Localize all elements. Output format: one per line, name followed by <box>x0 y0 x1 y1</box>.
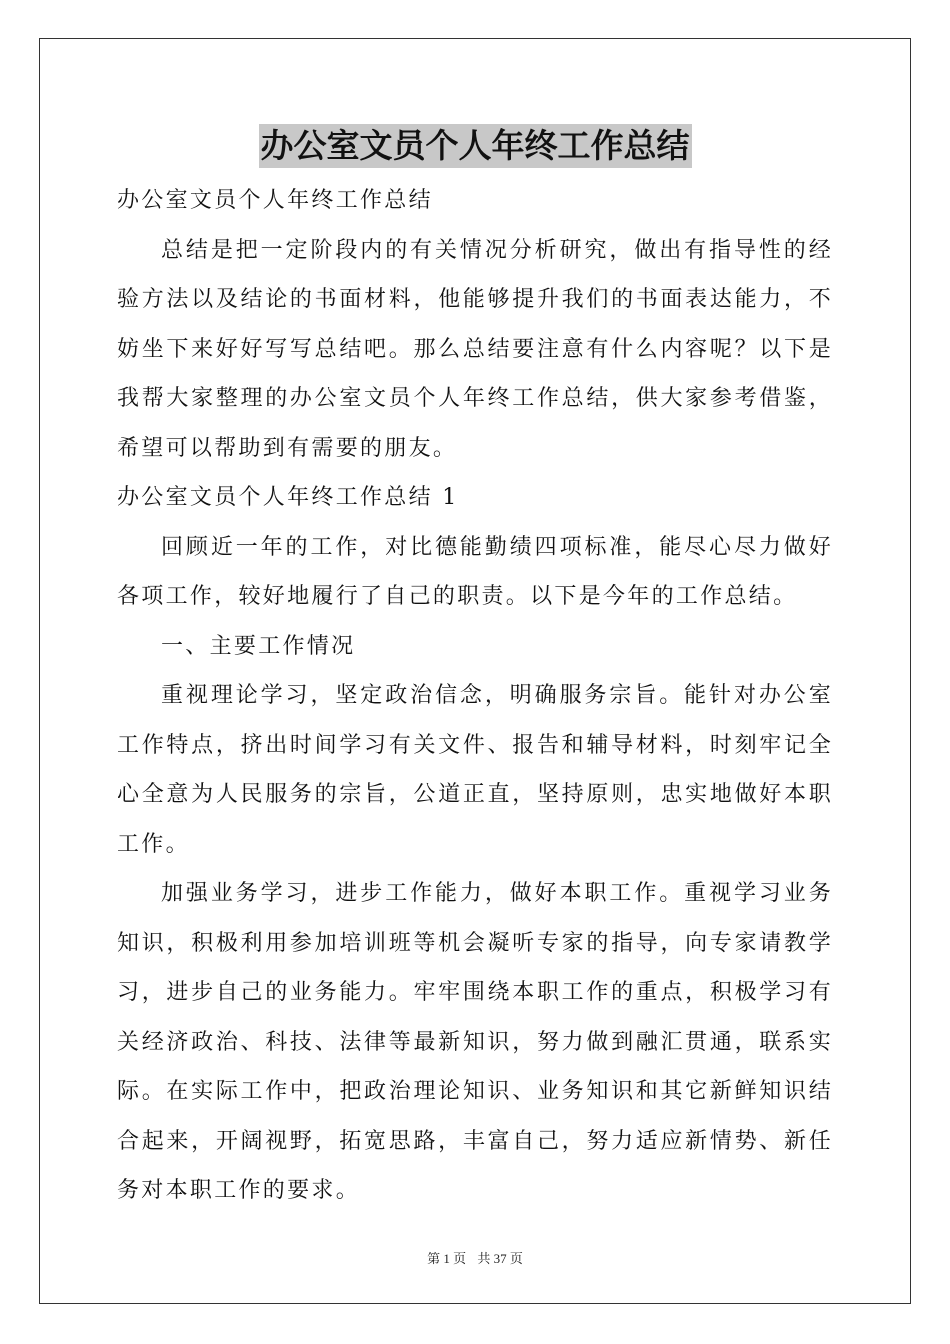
section-heading: 办公室文员个人年终工作总结 1 <box>117 485 459 510</box>
page-number: 第 1 页 <box>427 1251 467 1266</box>
subsection-heading: 一、主要工作情况 <box>161 633 356 659</box>
body-paragraph: 回顾近一年的工作，对比德能勤绩四项标准，能尽心尽力做好各项工作，较好地履行了自己的职责。以下是今年的工作总结。 <box>117 534 833 609</box>
document-title-text: 办公室文员个人年终工作总结 <box>259 124 692 168</box>
document-body <box>117 176 833 1216</box>
body-paragraph: 重视理论学习，坚定政治信念，明确服务宗旨。能针对办公室工作特点，挤出时间学习有关文件、报告和辅导材料，时刻牢记全心全意为人民服务的宗旨，公道正直，坚持原则，忠实地做好本职工作。 <box>117 683 833 857</box>
document-title <box>0 124 950 168</box>
body-paragraph: 总结是把一定阶段内的有关情况分析研究，做出有指导性的经验方法以及结论的书面材料，他能够提升我们的书面表达能力，不妨坐下来好好写写总结吧。那么总结要注意有什么内容呢？以下是我帮大家整理的办公室文员个人年终工作总结，供大家参考借鉴，希望可以帮助到有需要的朋友。 <box>117 237 833 461</box>
page-footer <box>0 1248 950 1267</box>
page-total: 共 37 页 <box>477 1251 523 1266</box>
body-paragraph: 办公室文员个人年终工作总结 <box>117 188 433 213</box>
body-paragraph: 加强业务学习，进步工作能力，做好本职工作。重视学习业务知识，积极利用参加培训班等机会凝听专家的指导，向专家请教学习，进步自己的业务能力。牢牢围绕本职工作的重点，积极学习有关经济政治、科技、法律等最新知识，努力做到融汇贯通，联系实际。在实际工作中，把政治理论知识、业务知识和其它新鲜知识结合起来，开阔视野，拓宽思路，丰富自己，努力适应新情势、新任务对本职工作的要求。 <box>117 881 833 1203</box>
